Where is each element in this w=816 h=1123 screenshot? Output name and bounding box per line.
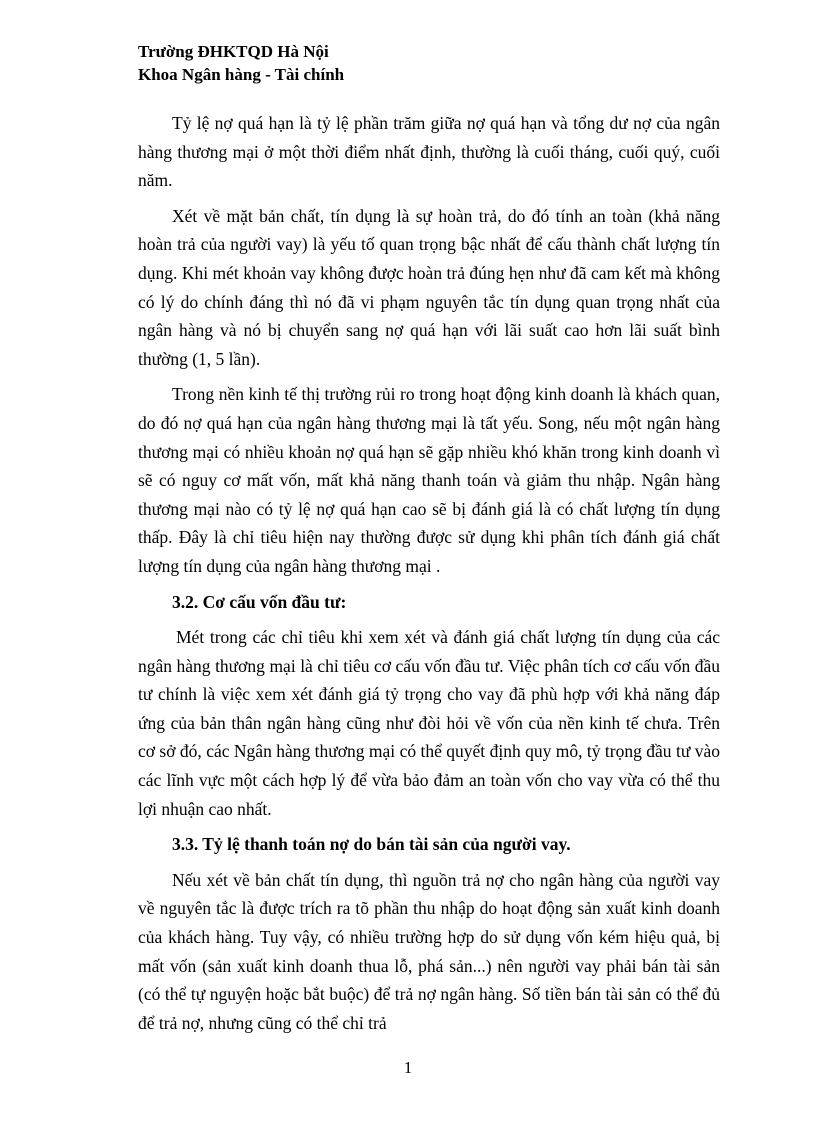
paragraph-asset-sale-repayment: Nếu xét về bản chất tín dụng, thì nguồn trả nợ cho ngân hàng của người vay về nguyên tắc là được trích ra tõ phần thu nhập do hoạt động sản xuất kinh doanh của khách hàng. Tuy vậy, có nhiều trường hợp do sử dụng vốn kém hiệu quả, bị mất vốn (sản xuất kinh doanh thua lỗ, phá sản...) nên người vay phải bán tài sản (có thể tự nguyện hoặc bắt buộc) để trả nợ ngân hàng. Số tiền bán tài sản có thể đủ để trả nợ, nhưng cũng có thể chỉ trả	[138, 869, 720, 1033]
section-heading-3-2: 3.2. Cơ cấu vốn đầu tư:	[172, 591, 347, 612]
paragraph-market-risk: Trong nền kinh tế thị trường rủi ro trong hoạt động kinh doanh là khách quan, do đó nợ quá hạn của ngân hàng thương mại là tất yếu. Song, nếu một ngân hàng thương mại có nhiều khoản nợ quá hạn sẽ gặp nhiều khó khăn trong kinh doanh vì sẽ có nguy cơ mất vốn, mất khả năng thanh toán và giảm thu nhập. Ngân hàng thương mại nào có tỷ lệ nợ quá hạn cao sẽ bị đánh giá là có chất lượng tín dụng thấp. Đây là chỉ tiêu hiện nay thường được sử dụng khi phân tích đánh giá chất lượng tín dụng của ngân hàng thương mại .	[138, 384, 720, 576]
page-number: 1	[403, 1058, 413, 1077]
paragraph-overdue-ratio: Tỷ lệ nợ quá hạn là tỷ lệ phần trăm giữa nợ quá hạn và tổng dư nợ của ngân hàng thương mại ở một thời điểm nhất định, thường là cuối tháng, cuối quý, cuối năm.	[138, 113, 720, 191]
header-university: Trường ĐHKTQD Hà Nội	[138, 42, 329, 61]
paragraph-credit-nature: Xét về mặt bản chất, tín dụng là sự hoàn trả, do đó tính an toàn (khả năng hoàn trả của người vay) là yếu tố quan trọng bậc nhất để cấu thành chất lượng tín dụng. Khi mét khoản vay không được hoàn trả đúng hẹn như đã cam kết mà không có lý do chính đáng thì nó đã vi phạm nguyên tắc tín dụng quan trọng nhất của ngân hàng và nó bị chuyển sang nợ quá hạn với lãi suất cao hơn lãi suất bình thường (1, 5 lần).	[138, 205, 720, 369]
document-header	[138, 40, 344, 86]
section-heading-3-3: 3.3. Tỷ lệ thanh toán nợ do bán tài sản của người vay.	[172, 834, 571, 855]
document-body	[138, 109, 720, 1044]
header-faculty: Khoa Ngân hàng - Tài chính	[138, 65, 345, 84]
paragraph-investment-structure: Mét trong các chỉ tiêu khi xem xét và đánh giá chất lượng tín dụng của các ngân hàng thương mại là chỉ tiêu cơ cấu vốn đầu tư. Việc phân tích cơ cấu vốn đầu tư chính là việc xem xét đánh giá tỷ trọng cho vay đã phù hợp với khả năng đáp ứng của bản thân ngân hàng cũng như đòi hỏi về vốn của nền kinh tế chưa. Trên cơ sở đó, các Ngân hàng thương mại có thể quyết định quy mô, tỷ trọng đầu tư vào các lĩnh vực một cách hợp lý để vừa bảo đảm an toàn vốn cho vay vừa có thể thu lợi nhuận cao nhất.	[138, 627, 720, 819]
